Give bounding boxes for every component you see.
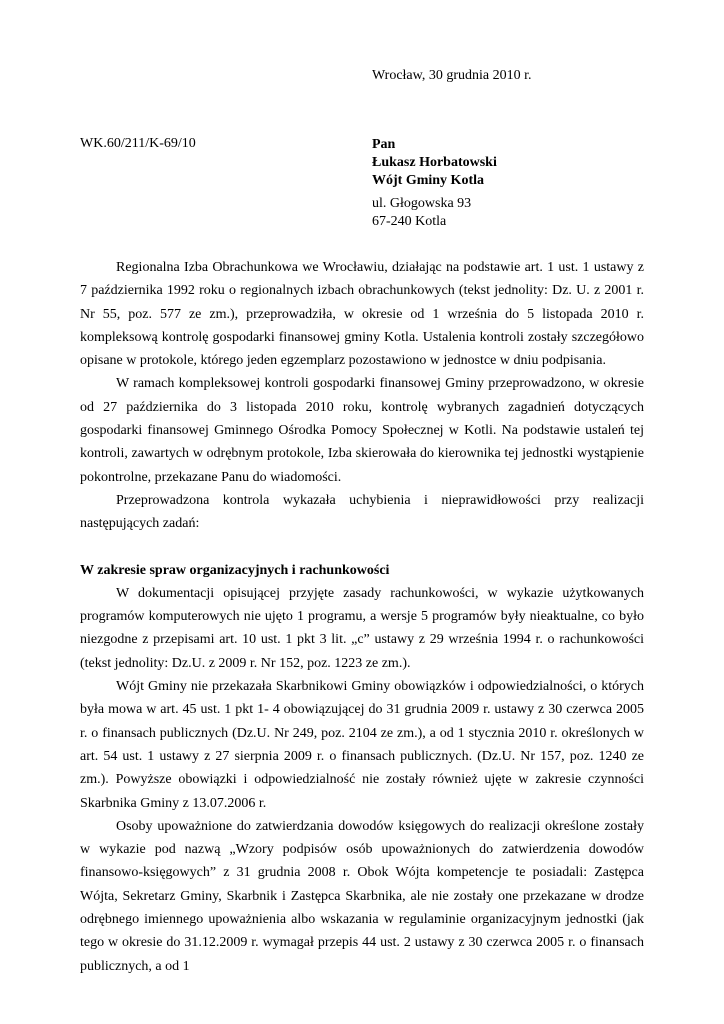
recipient-position: Wójt Gminy Kotla bbox=[372, 173, 484, 188]
body-paragraph: Regionalna Izba Obrachunkowa we Wrocławiu, działając na podstawie art. 1 ust. 1 ustawy z 7 października 1992 roku o regionalnych izbach obrachunkowych (tekst jednolity: Dz. U. z 2001 r. Nr 55, poz. 577 ze zm.), przeprowadziła, w okresie od 1 września do 5 listopada 2010 r. kompleksową kontrolę gospodarki finansowej gminy Kotla. Ustalenia kontroli zostały szczegółowo opisane w protokole, którego jeden egzemplarz pozostawiono w jednostce w dniu podpisania. bbox=[80, 260, 644, 369]
section-heading: W zakresie spraw organizacyjnych i rachunkowości bbox=[80, 562, 390, 578]
recipient-block bbox=[372, 136, 497, 190]
reference-number: WK.60/211/K-69/10 bbox=[80, 136, 196, 151]
section-paragraph: Wójt Gminy nie przekazała Skarbnikowi Gminy obowiązków i odpowiedzialności, o których była mowa w art. 45 ust. 1 pkt 1- 4 obowiązującej do 31 grudnia 2009 r. ustawy z 30 czerwca 2005 r. o finansach publicznych (Dz.U. Nr 249, poz. 2104 ze zm.), a od 1 stycznia 2010 r. określonych w art. 54 ust. 1 ustawy z 27 sierpnia 2009 r. o finansach publicznych. (Dz.U. Nr 157, poz. 1240 ze zm.). Powyższe obowiązki i odpowiedzialność nie zostały również ujęte w zakresie czynności Skarbnika Gminy z 13.07.2006 r. bbox=[80, 679, 644, 811]
address-postal-city: 67-240 Kotla bbox=[372, 214, 447, 229]
recipient-address bbox=[372, 195, 471, 231]
section-paragraph: W dokumentacji opisującej przyjęte zasady rachunkowości, w wykazie użytkowanych programów komputerowych nie ujęto 1 programu, a wersje 5 programów były nieaktualne, co było niezgodne z przepisami art. 10 ust. 1 pkt 3 lit. „c” ustawy z 29 września 1994 r. o rachunkowości (tekst jednolity: Dz.U. z 2009 r. Nr 152, poz. 1223 ze zm.). bbox=[80, 585, 644, 671]
address-street: ul. Głogowska 93 bbox=[372, 196, 472, 211]
section-paragraph: Osoby upoważnione do zatwierdzania dowodów księgowych do realizacji określone zostały w wykazie pod nazwą „Wzory podpisów osób upoważnionych do zatwierdzenia dowodów finansowo-księgowych” z 31 grudnia 2008 r. Obok Wójta kompetencje te posiadali: Zastępca Wójta, Sekretarz Gminy, Skarbnik i Zastępca Skarbnika, ale nie zostały one przekazane w drodze odrębnego imiennego upoważnienia albo wskazania w regulaminie organizacyjnym jednostki (jak tego w okresie do 31.12.2009 r. wymagał przepis 44 ust. 2 ustawy z 30 czerwca 2005 r. o finansach publicznych, a od 1 bbox=[80, 818, 644, 974]
body-paragraph: W ramach kompleksowej kontroli gospodarki finansowej Gminy przeprowadzono, w okresie od 27 października do 3 listopada 2010 roku, kontrolę wybranych zagadnień dotyczących gospodarki finansowej Gminnego Ośrodka Pomocy Społecznej w Kotli. Na podstawie ustaleń tej kontroli, zawartych w odrębnym protokole, Izba skierowała do kierownika tej jednostki wystąpienie pokontrolne, przekazane Panu do wiadomości. bbox=[80, 376, 644, 485]
body-paragraph: Przeprowadzona kontrola wykazała uchybienia i nieprawidłowości przy realizacji następujących zadań: bbox=[80, 492, 644, 532]
recipient-salutation: Pan bbox=[372, 137, 396, 152]
letter-body bbox=[80, 256, 644, 978]
recipient-name: Łukasz Horbatowski bbox=[372, 155, 497, 170]
place-and-date: Wrocław, 30 grudnia 2010 r. bbox=[372, 68, 532, 83]
